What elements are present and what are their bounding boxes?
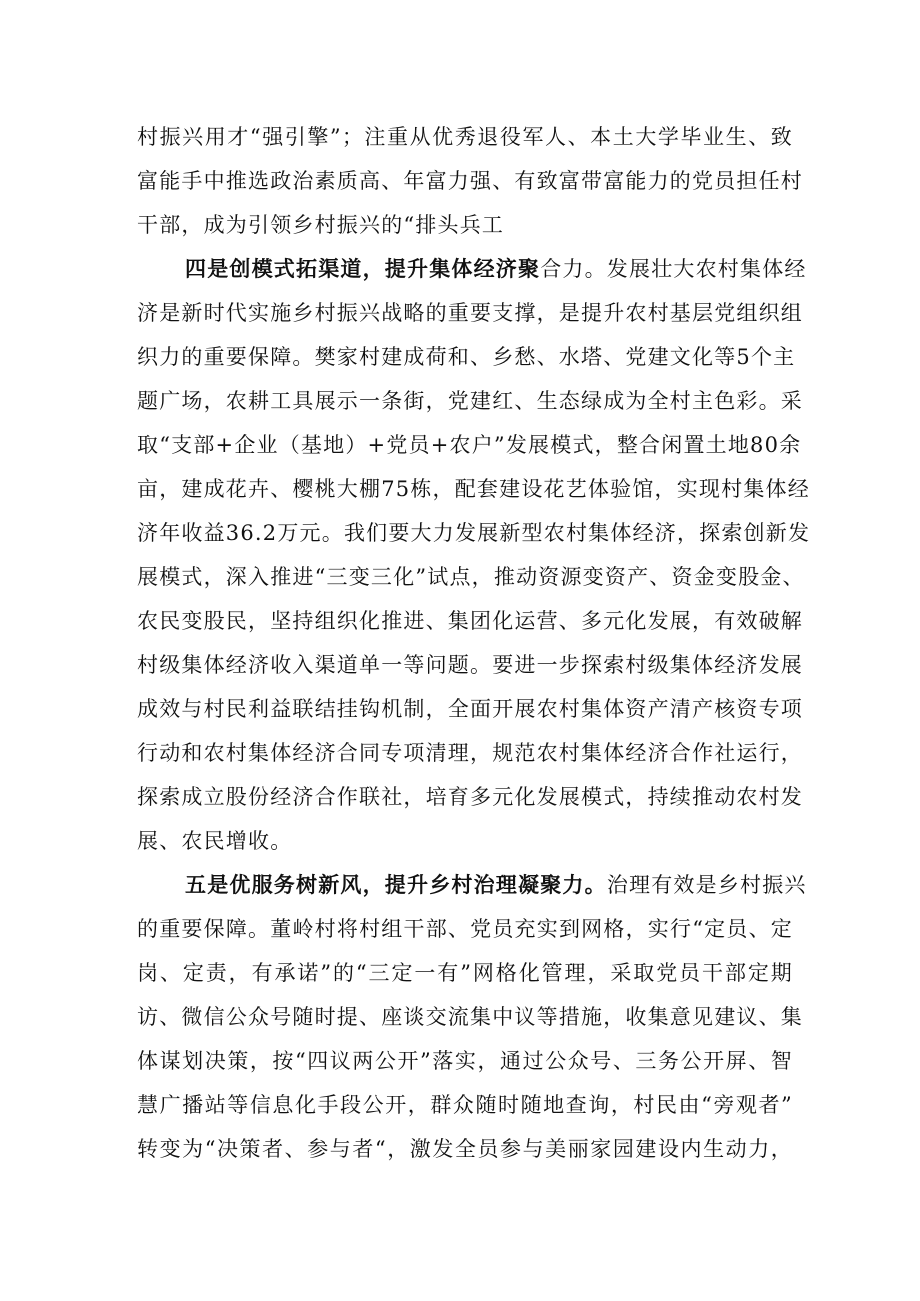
paragraph-2-line-2: 济是新时代实施乡村振兴战略的重要支撑，是提升农村基层党组织组	[137, 301, 803, 325]
paragraph-3-line-5: 体谋划决策，按“四议两公开”落实，通过公众号、三务公开屏、智	[137, 1049, 793, 1073]
paragraph-2-line-1-rest: 合力。发展壮大农村集体经	[540, 257, 807, 281]
paragraph-1-line-2: 富能手中推选政治素质高、年富力强、有致富带富能力的党员担任村	[137, 169, 803, 193]
paragraph-3-line-2: 的重要保障。董岭村将村组干部、党员充实到网格，实行“定员、定	[137, 917, 793, 941]
paragraph-3-line-6: 慧广播站等信息化手段公开，群众随时随地查询，村民由“旁观者”	[137, 1093, 793, 1117]
paragraph-2-line-3: 织力的重要保障。樊家村建成荷和、乡愁、水塔、党建文化等5个主	[137, 345, 796, 369]
paragraph-3-line-3: 岗、定责，有承诺”的“三定一有”网格化管理，采取党员干部定期	[137, 961, 793, 985]
paragraph-2-line-1	[185, 254, 807, 284]
paragraph-3-line-7: 转变为“决策者、参与者“，激发全员参与美丽家园建设内生动力，	[137, 1137, 793, 1161]
paragraph-2-heading: 四是创模式拓渠道，提升集体经济聚	[185, 256, 541, 281]
paragraph-2-line-13: 探索成立股份经济合作联社，培育多元化发展模式，持续推动农村发	[137, 785, 803, 809]
paragraph-3-line-1-rest: 治理有效是乡村振兴	[606, 873, 807, 897]
paragraph-3-line-4: 访、微信公众号随时提、座谈交流集中议等措施，收集意见建议、集	[137, 1005, 803, 1029]
paragraph-2-line-5: 取“支部+企业（基地）+党员+农户”发展模式，整合闲置土地80余	[137, 433, 802, 457]
paragraph-3-heading: 五是优服务树新风，提升乡村治理凝聚力。	[185, 872, 607, 897]
paragraph-1-line-3: 干部，成为引领乡村振兴的“排头兵工	[137, 213, 505, 237]
paragraph-2-line-8: 展模式，深入推进“三变三化”试点，推动资源变资产、资金变股金、	[137, 565, 805, 589]
paragraph-2-line-9: 农民变股民，坚持组织化推进、集团化运营、多元化发展，有效破解	[137, 609, 803, 633]
paragraph-2-line-14: 展、农民增收。	[137, 829, 293, 853]
paragraph-2-line-12: 行动和农村集体经济合同专项清理，规范农村集体经济合作社运行，	[137, 741, 803, 765]
paragraph-2-line-6: 亩，建成花卉、樱桃大棚75栋，配套建设花艺体验馆，实现村集体经	[137, 477, 810, 501]
paragraph-2-line-4: 题广场，农耕工具展示一条街，党建红、生态绿成为全村主色彩。采	[137, 389, 803, 413]
paragraph-2-line-11: 成效与村民利益联结挂钩机制，全面开展农村集体资产清产核资专项	[137, 697, 803, 721]
paragraph-3-line-1	[185, 870, 807, 900]
paragraph-2-line-10: 村级集体经济收入渠道单一等问题。要进一步探索村级集体经济发展	[137, 653, 803, 677]
paragraph-1-line-1: 村振兴用才“强引擎”；注重从优秀退役军人、本土大学毕业生、致	[137, 125, 793, 149]
paragraph-2-line-7: 济年收益36.2万元。我们要大力发展新型农村集体经济，探索创新发	[137, 521, 811, 545]
